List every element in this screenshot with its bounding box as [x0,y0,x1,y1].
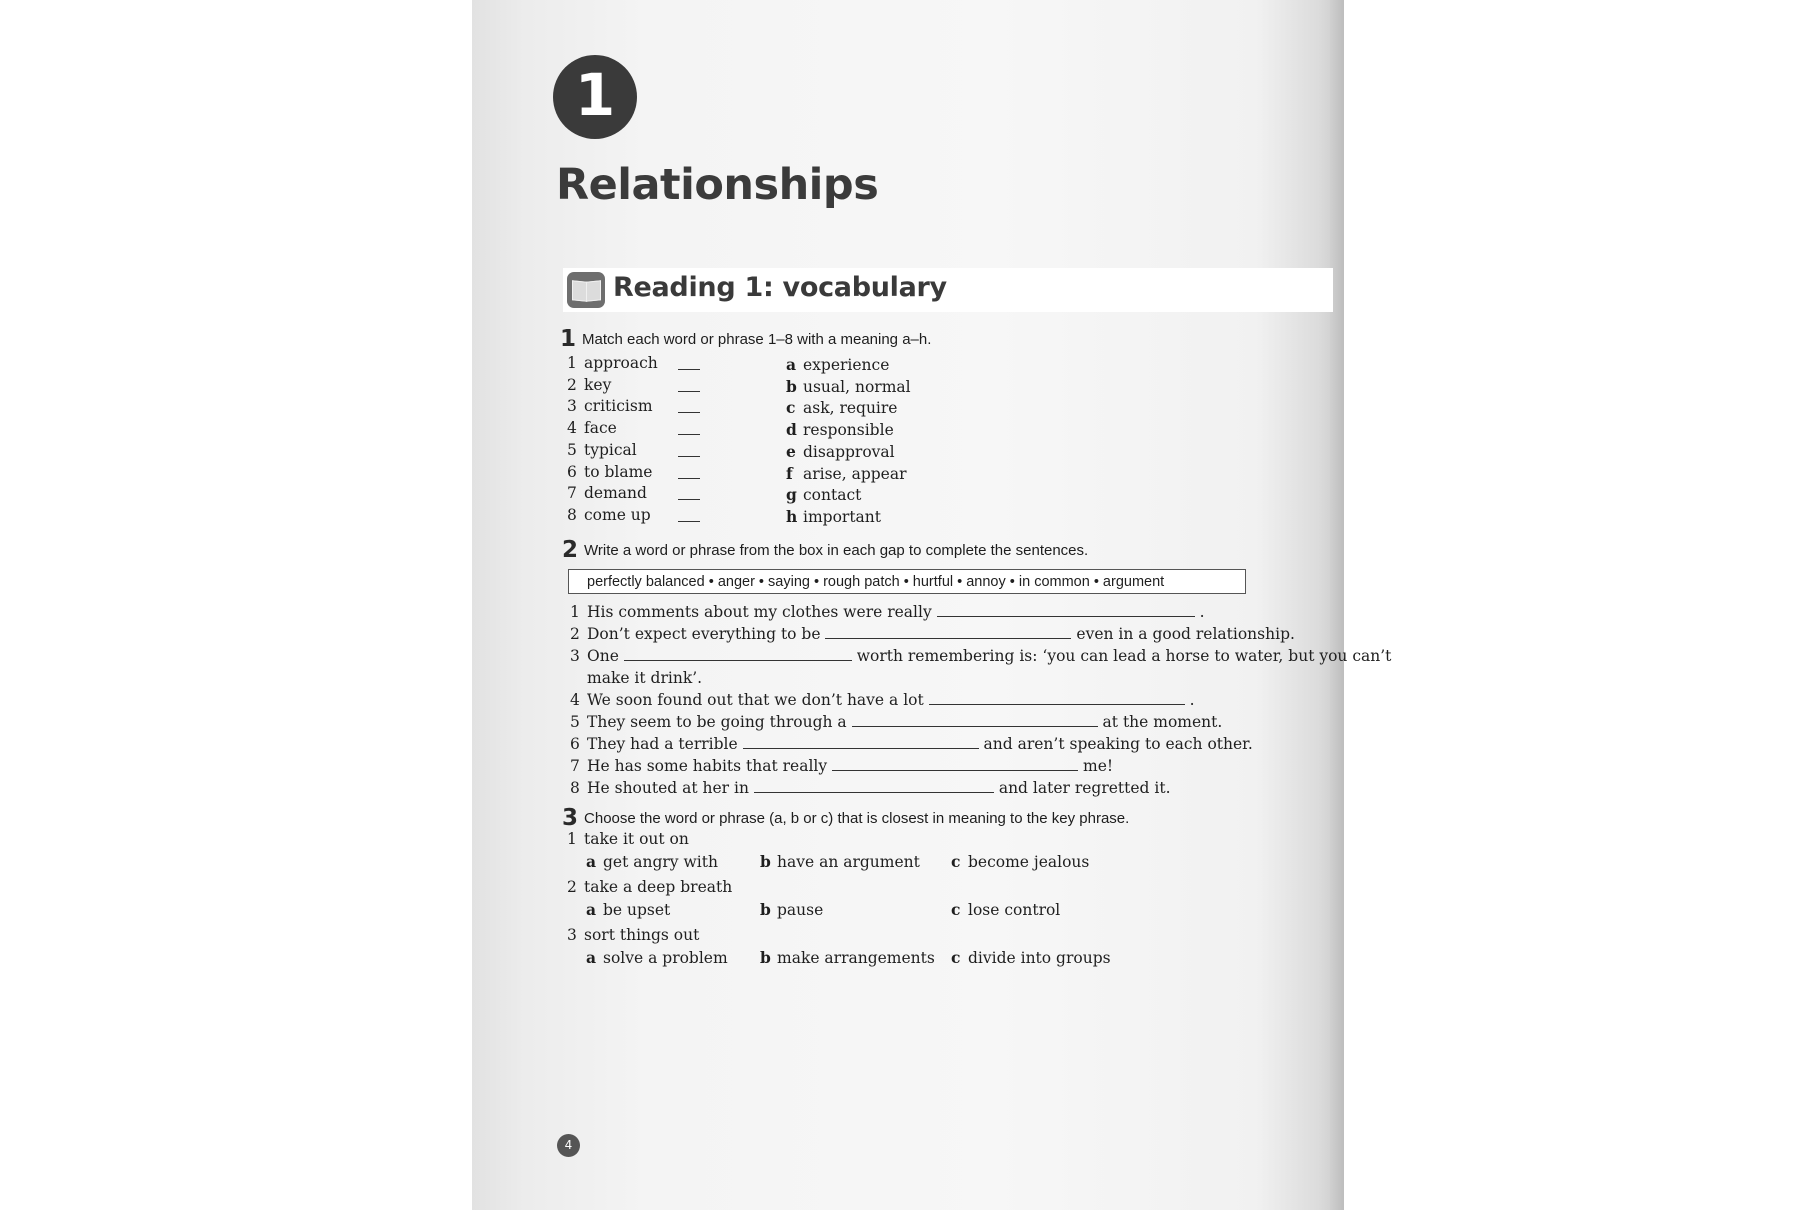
unit-title: Relationships [556,160,879,210]
key-phrase: 2 take a deep breath [567,878,733,896]
exercise-number: 3 [562,805,579,831]
unit-number-badge [553,55,637,139]
section-title: Reading 1: vocabulary [613,272,947,303]
option-c[interactable]: c divide into groups [951,948,1111,967]
exercise-instruction: Choose the word or phrase (a, b or c) that is closest in meaning to the key phrase. [584,810,1130,827]
answer-blank[interactable] [678,369,700,370]
answer-blank[interactable] [678,521,700,522]
exercise-instruction: Write a word or phrase from the box in each gap to complete the sentences. [584,542,1089,559]
match-word: 5 typical [567,440,637,459]
match-word: 4 face [567,419,617,438]
answer-blank[interactable] [678,478,700,479]
sentence: 1 His comments about my clothes were really . [570,603,1205,621]
sentence: 2 Don’t expect everything to be even in a good relationship. [570,625,1295,643]
exercise-number: 1 [560,326,577,352]
option-b[interactable]: b pause [760,900,824,919]
section-header [563,268,1333,312]
sentence: 6 They had a terrible and aren’t speaking to each other. [570,735,1253,753]
sentence: 8 He shouted at her in and later regretted it. [570,779,1171,797]
unit-number: 1 [574,61,616,129]
answer-blank[interactable] [678,434,700,435]
sentence: 5 They seem to be going through a at the moment. [570,713,1223,731]
match-meaning: h important [786,506,881,526]
answer-gap[interactable] [929,692,1185,705]
answer-gap[interactable] [825,626,1071,639]
exercise-2-heading [562,537,1088,563]
answer-blank[interactable] [678,412,700,413]
page-edge-shadow [1330,0,1344,1210]
match-word: 6 to blame [567,462,653,481]
option-c[interactable]: c become jealous [951,852,1090,871]
sentence: 7 He has some habits that really me! [570,757,1114,775]
option-a[interactable]: a be upset [586,900,671,919]
book-icon [567,272,605,308]
answer-gap[interactable] [937,604,1195,617]
answer-gap[interactable] [852,714,1098,727]
sentence-continuation: make it drink’. [587,669,703,687]
answer-gap[interactable] [754,780,994,793]
option-b[interactable]: b have an argument [760,852,920,871]
sentence: 3 One worth remembering is: ‘you can lead a horse to water, but you can’t [570,647,1392,665]
page-number: 4 [557,1134,580,1157]
match-meaning: e disapproval [786,441,895,461]
exercise-number: 2 [562,537,579,563]
option-a[interactable]: a solve a problem [586,948,728,967]
match-meaning: d responsible [786,420,894,440]
answer-blank[interactable] [678,456,700,457]
exercise-1-heading [560,326,931,352]
answer-gap[interactable] [832,758,1078,771]
answer-blank[interactable] [678,391,700,392]
option-c[interactable]: c lose control [951,900,1061,919]
answer-blank[interactable] [678,499,700,500]
key-phrase: 1 take it out on [567,830,689,848]
sentence: 4 We soon found out that we don’t have a lot . [570,691,1195,709]
exercise-instruction: Match each word or phrase 1–8 with a meaning a–h. [582,331,932,348]
word-box: perfectly balanced • anger • saying • rough patch • hurtful • annoy • in common • argument [568,569,1246,594]
match-word: 2 key [567,375,612,394]
match-meaning: c ask, require [786,398,898,418]
match-meaning: b usual, normal [786,376,911,396]
answer-gap[interactable] [743,736,979,749]
option-a[interactable]: a get angry with [586,852,718,871]
match-meaning: g contact [786,485,862,505]
match-word: 7 demand [567,484,647,503]
match-word: 3 criticism [567,397,653,416]
match-meaning: f arise, appear [786,463,907,483]
key-phrase: 3 sort things out [567,926,700,944]
match-word: 8 come up [567,505,651,524]
answer-gap[interactable] [624,648,852,661]
match-meaning: a experience [786,355,890,374]
exercise-3-heading [562,805,1129,831]
match-word: 1 approach [567,354,658,372]
option-b[interactable]: b make arrangements [760,948,935,967]
